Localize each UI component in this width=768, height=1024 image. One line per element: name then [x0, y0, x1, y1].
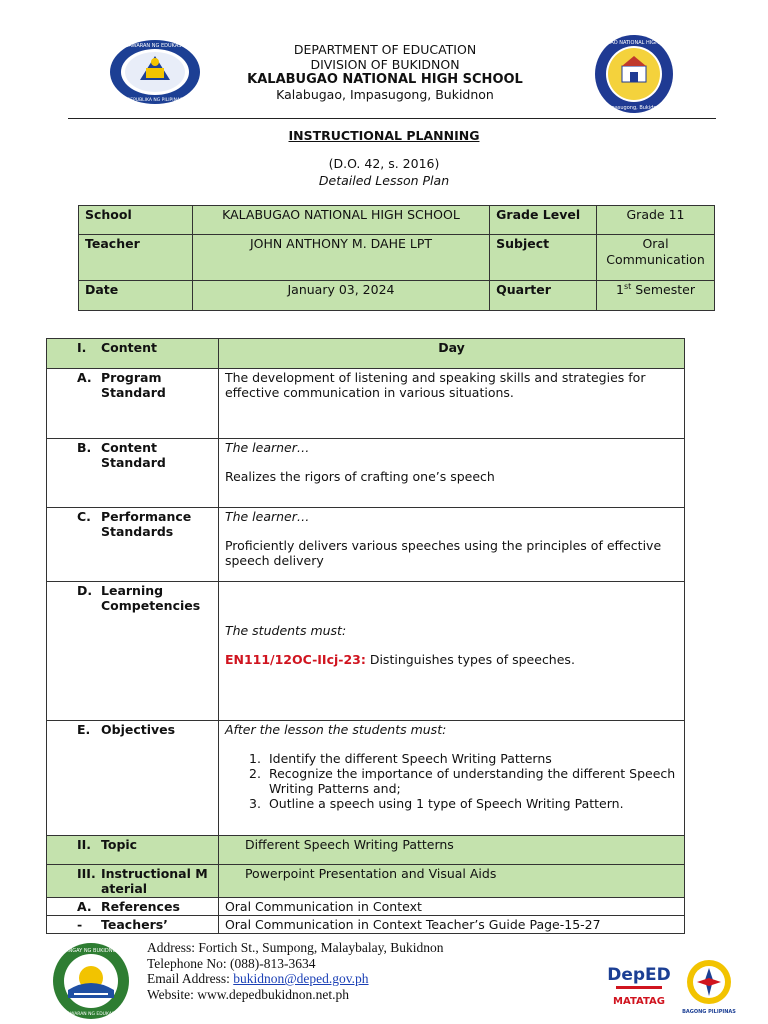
- info-row-teacher: [79, 235, 715, 281]
- content-number: I.: [77, 340, 87, 355]
- subject-value: Oral Communication: [597, 235, 715, 281]
- division-contact-info: [147, 940, 444, 1002]
- school-seal-bottom-text: Impasugong, Bukidnon: [605, 105, 663, 111]
- school-seal-top-text: KALABUGAO NATIONAL HIGH SCHOOL: [586, 40, 682, 46]
- performance-standards-intro: The learner…: [224, 509, 310, 524]
- content-standard-label-cell: [47, 439, 219, 508]
- performance-standards-label: Performance Standards: [101, 509, 192, 539]
- objective-item: 2. Recognize the importance of understanding the different Speech Writing Patterns and;: [265, 766, 678, 796]
- bukidnon-seal-bottom-text: KAGAWARAN NG EDUKASYON: [57, 1012, 125, 1017]
- teachers-guide-label: Teachers’: [101, 917, 168, 932]
- topic-number: II.: [77, 837, 92, 852]
- instructional-material-label-cell: [47, 865, 219, 898]
- learning-competencies-number: D.: [77, 583, 93, 598]
- references-number: A.: [77, 899, 92, 914]
- info-row-date: [79, 281, 715, 311]
- subject-label: Subject: [490, 235, 597, 281]
- footer-email-line: [147, 971, 444, 987]
- content-standard-cell: [218, 439, 684, 508]
- performance-standards-row: [47, 508, 685, 582]
- quarter-number: 1: [616, 282, 624, 298]
- quarter-term: Semester: [631, 282, 695, 298]
- objectives-cell: [218, 721, 684, 836]
- matatag-text: MATATAG: [613, 996, 665, 1007]
- content-label: Content: [101, 340, 157, 355]
- lesson-plan-subtitle: Detailed Lesson Plan: [318, 173, 450, 188]
- references-label-cell: [47, 898, 219, 916]
- division-bukidnon-seal-logo: [52, 942, 130, 1020]
- footer-address: Address: Fortich St., Sumpong, Malaybalay, Bukidnon: [147, 940, 444, 955]
- topic-text: Different Speech Writing Patterns: [218, 836, 684, 865]
- lesson-info-table: [78, 205, 715, 311]
- school-address: Kalabugao, Impasugong, Bukidnon: [276, 87, 494, 102]
- objectives-number: E.: [77, 722, 91, 737]
- objectives-label-cell: [47, 721, 219, 836]
- teachers-guide-label-cell: [47, 916, 219, 934]
- teachers-guide-number: -: [77, 917, 83, 932]
- instructional-planning-title: INSTRUCTIONAL PLANNING: [288, 128, 480, 143]
- division-name: DIVISION OF BUKIDNON: [310, 57, 460, 72]
- program-standard-number: A.: [77, 370, 92, 385]
- learning-competencies-row: [47, 582, 685, 721]
- grade-level-label: Grade Level: [490, 206, 597, 235]
- topic-row: [47, 836, 685, 865]
- quarter-value: [597, 281, 715, 311]
- footer-telephone: Telephone No: (088)-813-3634: [147, 955, 316, 971]
- letterhead: [200, 42, 570, 102]
- content-standard-label: Content Standard: [101, 440, 166, 470]
- teachers-guide-row: [47, 916, 685, 934]
- content-header-cell: [47, 339, 219, 369]
- learning-competencies-label-cell: [47, 582, 219, 721]
- content-standard-intro: The learner…: [224, 440, 310, 455]
- objectives-intro: After the lesson the students must:: [224, 722, 447, 737]
- header-divider: [68, 118, 716, 119]
- footer-website: Website: www.depedbukidnon.net.ph: [147, 986, 349, 1002]
- teacher-value: JOHN ANTHONY M. DAHE LPT: [192, 235, 489, 281]
- objective-item: 3. Outline a speech using 1 type of Speech Writing Pattern.: [265, 796, 678, 811]
- school-value: KALABUGAO NATIONAL HIGH SCHOOL: [192, 206, 489, 235]
- department-name: DEPARTMENT OF EDUCATION: [293, 42, 477, 57]
- performance-standards-label-cell: [47, 508, 219, 582]
- lesson-plan-table: [46, 338, 685, 934]
- program-standard-row: [47, 369, 685, 439]
- content-standard-row: [47, 439, 685, 508]
- program-standard-text: The development of listening and speaking skills and strategies for effective communication in various situations.: [218, 369, 684, 439]
- deped-seal-logo: [108, 38, 202, 106]
- competency-text: Distinguishes types of speeches.: [365, 652, 575, 667]
- school-label: School: [79, 206, 193, 235]
- info-row-school: [79, 206, 715, 235]
- instructional-material-text: Powerpoint Presentation and Visual Aids: [218, 865, 684, 898]
- teachers-guide-text: Oral Communication in Context Teacher’s Guide Page-15-27: [218, 916, 684, 934]
- program-standard-label: Program Standard: [101, 370, 166, 400]
- instructional-material-number: III.: [77, 866, 96, 881]
- deped-seal-top-text: KAGAWARAN NG EDUKASYON: [118, 43, 192, 49]
- content-header-row: [47, 339, 685, 369]
- references-text: Oral Communication in Context: [218, 898, 684, 916]
- deped-logo-text: DepED: [607, 965, 671, 985]
- school-seal-logo: [586, 34, 682, 114]
- bukidnon-seal-top-text: SANGAY NG BUKIDNON: [61, 948, 121, 954]
- performance-standards-text: Proficiently delivers various speeches using the principles of effective speech delivery: [224, 538, 662, 568]
- references-label: References: [101, 899, 180, 914]
- deped-seal-bottom-text: REPUBLIKA NG PILIPINAS: [127, 98, 183, 103]
- instructional-material-label: Instructional Material: [101, 866, 208, 896]
- competency-code: EN111/12OC-IIcj-23:: [224, 652, 366, 667]
- program-standard-label-cell: [47, 369, 219, 439]
- footer-email-link[interactable]: bukidnon@deped.gov.ph: [233, 971, 369, 986]
- bagong-pilipinas-text: BAGONG PILIPINAS: [682, 1009, 736, 1015]
- objectives-label: Objectives: [101, 722, 176, 737]
- footer-email-label: Email Address:: [147, 971, 234, 986]
- teacher-label: Teacher: [79, 235, 193, 281]
- topic-label-cell: [47, 836, 219, 865]
- learning-competency-item: [225, 652, 678, 667]
- instructional-material-row: [47, 865, 685, 898]
- deped-matatag-logo: [608, 958, 670, 1014]
- content-standard-text: Realizes the rigors of crafting one’s speech: [224, 469, 495, 484]
- grade-level-value: Grade 11: [597, 206, 715, 235]
- bagong-pilipinas-logo: [680, 956, 738, 1016]
- date-value: January 03, 2024: [192, 281, 489, 311]
- objectives-list: [265, 751, 678, 811]
- quarter-ordinal: st: [623, 282, 632, 291]
- school-name: KALABUGAO NATIONAL HIGH SCHOOL: [247, 72, 523, 87]
- topic-label: Topic: [101, 837, 138, 852]
- objectives-row: [47, 721, 685, 836]
- learning-competencies-label: Learning Competencies: [101, 583, 201, 613]
- department-order: (D.O. 42, s. 2016): [328, 156, 440, 171]
- references-row: [47, 898, 685, 916]
- day-header: Day: [218, 339, 684, 369]
- quarter-label: Quarter: [490, 281, 597, 311]
- learning-competencies-intro: The students must:: [224, 623, 347, 638]
- objective-item: 1. Identify the different Speech Writing Patterns: [265, 751, 678, 766]
- performance-standards-number: C.: [77, 509, 91, 524]
- learning-competencies-cell: [218, 582, 684, 721]
- date-label: Date: [79, 281, 193, 311]
- performance-standards-cell: [218, 508, 684, 582]
- content-standard-number: B.: [77, 440, 92, 455]
